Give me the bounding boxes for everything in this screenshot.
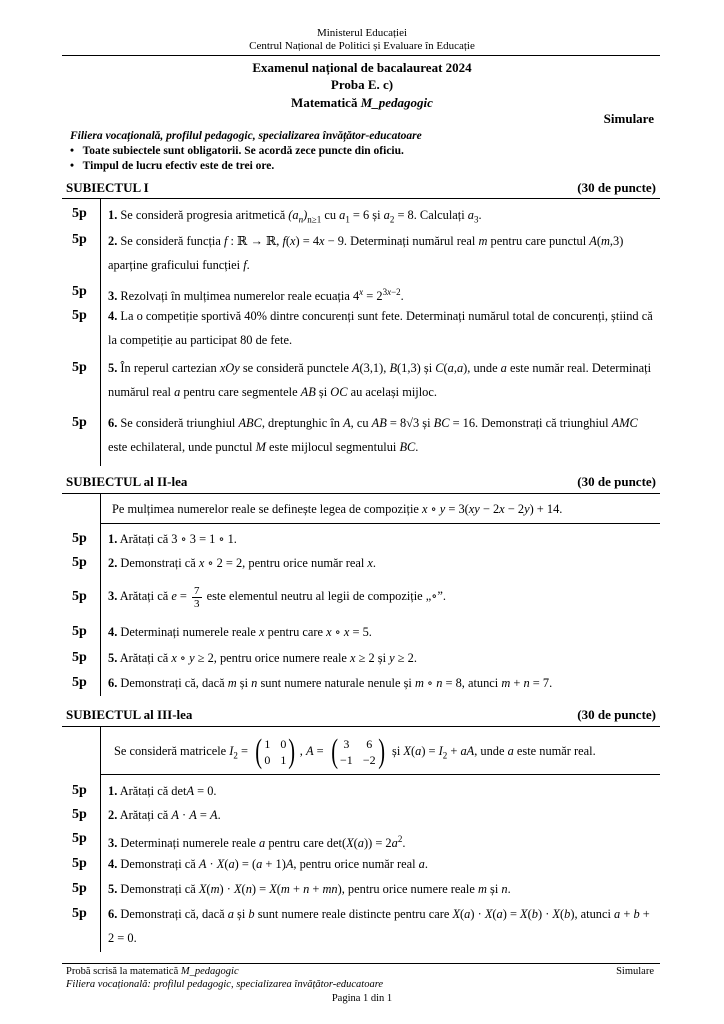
subject3-rule xyxy=(62,726,660,727)
s1-item-5: 5. În reperul cartezian xOy se consideră punctele A(3,1), B(1,3) și C(a,a), unde a este număr real. Determinați numărul real a pentru care segmentele AB și OC au același mijloc. xyxy=(108,361,652,399)
rule-2: • Timpul de lucru efectiv este de trei ore. xyxy=(70,160,275,172)
item-points: 5p xyxy=(72,308,87,323)
subject1-rule xyxy=(62,198,660,199)
item-points: 5p xyxy=(72,232,87,247)
subject2-points: (30 de puncte) xyxy=(577,474,656,489)
ministry-name: Ministerul Educației xyxy=(316,27,408,39)
center-name: Centrul Național de Politici și Evaluare în Educație xyxy=(249,40,475,52)
s1-item-1: 1. Se consideră progresia aritmetică $(a_n)_{n\ge 1}$ cu $a_1 = 6$ și $a_2 = 8$. Calculați $a_3$. xyxy=(108,208,482,225)
rule-1: • Toate subiectele sunt obligatorii. Se acordă zece puncte din oficiu. xyxy=(70,145,404,157)
s1-item-4: 4. La o competiție sportivă 40% dintre concurenți sunt fete. Determinați numărul total de concurenți, știind că la competiție au participat 80 de fete. xyxy=(108,309,653,347)
header-rule xyxy=(62,55,660,56)
item-points: 5p xyxy=(72,284,87,299)
subject1-title: SUBIECTUL I xyxy=(66,180,149,195)
s3-item-5: 5. Demonstrați că X(m) · X(n) = X(m + n + mn), pentru orice numere reale m și n. xyxy=(108,882,511,896)
item-points: 5p xyxy=(72,555,87,570)
s2-item-2: 2. Demonstrați că x ∘ 2 = 2, pentru orice număr real x. xyxy=(108,556,377,570)
s3-intro-rule xyxy=(100,774,660,775)
s2-item-5: 5. Arătați că x ∘ y ≥ 2, pentru orice numere reale x ≥ 2 și y ≥ 2. xyxy=(108,651,417,665)
s1-item-2: 2. Se consideră funcția f : ℝ → ℝ, f(x) = 4x − 9. Determinați numărul real m pentru care punctul A(m,3) aparține graficului funcției f. xyxy=(108,234,624,272)
subject3-divider xyxy=(100,727,101,952)
footer-line-1: Probă scrisă la matematică M_pedagogic xyxy=(66,966,239,977)
item-points: 5p xyxy=(72,881,87,896)
subject2-rule xyxy=(62,493,660,494)
item-points: 5p xyxy=(72,206,87,221)
s3-item-6: 6. Demonstrați că, dacă a și b sunt numere reale distincte pentru care X(a) · X(a) = X(b) · X(b), atunci a + b + 2 = 0. xyxy=(108,907,650,945)
s2-intro: Pe mulțimea numerelor reale se definește legea de compoziție x ∘ y = 3(xy − 2x − 2y) + 14. xyxy=(112,502,563,516)
s2-item-1: 1. Arătați că 3 ∘ 3 = 1 ∘ 1. xyxy=(108,532,237,546)
subject2-title: SUBIECTUL al II-lea xyxy=(66,474,188,489)
footer-simulare: Simulare xyxy=(616,966,654,977)
item-points: 5p xyxy=(72,856,87,871)
item-points: 5p xyxy=(72,415,87,430)
s2-item-3: 3. Arătați că e = $\frac{7}{3}$ este elementul neutru al legii de compoziție „∘”. xyxy=(108,584,446,610)
item-points: 5p xyxy=(72,831,87,846)
subject-title: Matematică M_pedagogic xyxy=(291,95,433,110)
s3-item-4: 4. Demonstrați că A · X(a) = (a + 1)A, pentru orice număr real a. xyxy=(108,857,428,871)
s2-intro-rule xyxy=(100,523,660,524)
subject2-divider xyxy=(100,494,101,696)
item-points: 5p xyxy=(72,624,87,639)
s3-item-1: 1. Arătați că detA = 0. xyxy=(108,784,217,798)
s1-item-6: 6. Se consideră triunghiul ABC, dreptunghic în A, cu AB = 8√3 și BC = 16. Demonstrați că triunghiul AMC este echilateral, unde punctul M este mijlocul segmentului BC. xyxy=(108,416,638,454)
s2-item-4: 4. Determinați numerele reale x pentru care x ∘ x = 5. xyxy=(108,625,372,639)
footer-line-2: Filiera vocațională: profilul pedagogic, specializarea învățător-educatoare xyxy=(66,979,384,990)
simulare-label: Simulare xyxy=(603,111,654,126)
item-points: 5p xyxy=(72,531,87,546)
item-points: 5p xyxy=(72,650,87,665)
item-points: 5p xyxy=(72,360,87,375)
item-points: 5p xyxy=(72,906,87,921)
item-points: 5p xyxy=(72,675,87,690)
item-points: 5p xyxy=(72,807,87,822)
subject3-points: (30 de puncte) xyxy=(577,707,656,722)
page-number: Pagina 1 din 1 xyxy=(331,993,393,1004)
s2-item-6: 6. Demonstrați că, dacă m și n sunt numere naturale nenule și m ∘ n = 8, atunci m + n = 7. xyxy=(108,676,553,690)
proba-title: Proba E. c) xyxy=(330,77,394,92)
subject3-title: SUBIECTUL al III-lea xyxy=(66,707,193,722)
item-points: 5p xyxy=(72,783,87,798)
subject1-divider xyxy=(100,199,101,466)
subject1-points: (30 de puncte) xyxy=(577,180,656,195)
item-points: 5p xyxy=(72,589,87,604)
exam-title: Examenul național de bacalaureat 2024 xyxy=(252,60,472,75)
s3-item-2: 2. Arătați că A · A = A. xyxy=(108,808,221,822)
footer-rule xyxy=(62,963,660,964)
filiera-text: Filiera vocațională, profilul pedagogic, specializarea învățător-educatoare xyxy=(70,130,422,142)
s3-intro: Se consideră matricele $I_2$ = ( 1 0 0 1 ) , A = ( 3 6 −1 −2 ) și $X(a) = I_2$ + aA, unde a este număr real. xyxy=(114,733,596,771)
s3-item-3: 3. Determinați numerele reale a pentru care $\det(X(a)) = 2a^2$. xyxy=(108,834,406,851)
s1-item-3: 3. Rezolvați în mulțimea numerelor reale ecuația $4^x = 2^{3x-2}$. xyxy=(108,287,404,304)
